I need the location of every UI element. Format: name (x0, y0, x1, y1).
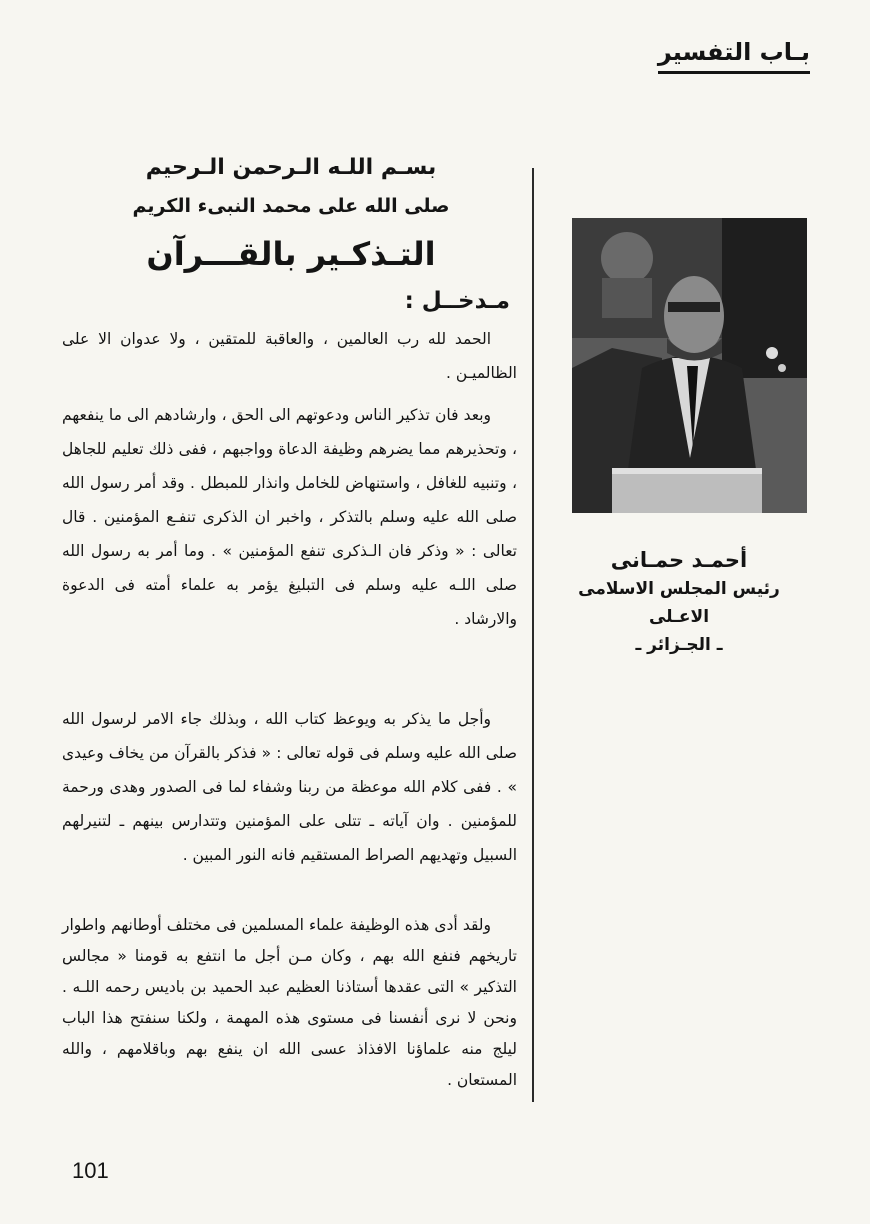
author-photo (572, 218, 807, 513)
article-body-2 (62, 398, 517, 636)
article-title: التـذكـير بالقـــرآن (146, 235, 436, 273)
article-body-4 (62, 910, 517, 1096)
page-number: 101 (72, 1158, 109, 1183)
author-location: ـ الجـزائر ـ (635, 635, 723, 655)
section-header: بـاب التفسير (658, 38, 810, 74)
paragraph: ولقد أدى هذه الوظيفة علماء المسلمين فى مختلف أوطانهم واطوار تاريخهم فنفع الله بهم ، وكان مـن أجل ما انتفع به قومنا « مجالس التذكير » التى عقدها أستاذنا العظيم عبد الحميد بن باديس رحمه اللـه . ونحن لا نرى أنفسنا فى مستوى هذه المهمة ، ولكنا سنفتح هذا الباب ليلج منه علماؤنا الافذاذ عسى الله ان ينفع بهم وباقلامهم ، والله المستعان . (62, 916, 517, 1089)
author-role: رئيس المجلس الاسلامى الاعـلى (578, 579, 780, 627)
author-name: أحمـد حمـانى (610, 548, 748, 572)
paragraph: الحمد لله رب العالمين ، والعاقبة للمتقين ، ولا عدوان الا على الظالميـن . (62, 330, 517, 382)
paragraph: وأجل ما يذكر به ويوعظ كتاب الله ، وبذلك جاء الامر لرسول الله صلى الله عليه وسلم فى قوله تعالى : « فذكر بالقرآن من يخاف وعيدى » . ففى كلام الله موعظة من ربنا وشفاء لما فى الصدور وهدى ورحمة للمؤمنين . وان آياته ـ تتلى على المؤمنين وتتدارس بينهم ـ لتنيرلهم السبيل وتهديهم الصراط المستقيم فانه النور المبين . (62, 710, 517, 864)
photo-caption (548, 545, 810, 659)
basmala: بسـم اللـه الـرحمن الـرحيم (145, 155, 437, 180)
salat-line: صلى الله على محمد النبىء الكريم (132, 195, 450, 217)
paragraph: وبعد فان تذكير الناس ودعوتهم الى الحق ، وارشادهم الى ما ينفعهم ، وتحذيرهم مما يضرهم وظيفة الدعاة وواجبهم ، ففى ذلك تعليم للجاهل ، وتنبيه للغافل ، واستنهاض للخامل وانذار للمبطل . وقد أمر رسول الله صلى الله عليه وسلم بالتذكر ، واخبر ان الذكرى تنفـع المؤمنين . قال تعالى : « وذكر فان الـذكرى تنفع المؤمنين » . وما أمر به رسول الله صلى اللـه عليه وسلم فى التبليغ يؤمر به علماء أمته فى الدعوة والارشاد . (62, 406, 517, 628)
article-body-1 (62, 322, 517, 390)
column-divider (532, 168, 534, 1102)
article-body-3 (62, 702, 517, 872)
intro-label: مـدخــل : (404, 288, 510, 314)
